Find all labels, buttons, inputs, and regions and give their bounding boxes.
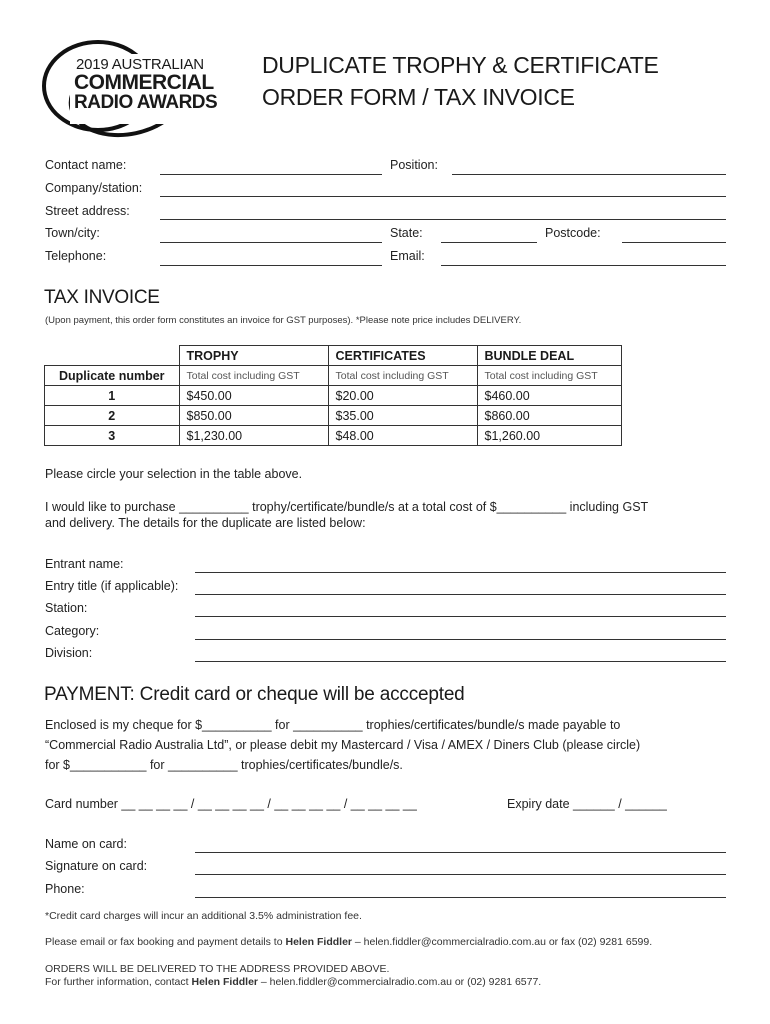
signature-label: Signature on card:	[45, 859, 148, 873]
page-title-line1: DUPLICATE TROPHY & CERTIFICATE	[262, 52, 659, 78]
telephone-field[interactable]	[160, 265, 382, 266]
town-field[interactable]	[160, 242, 382, 243]
company-label: Company/station:	[45, 181, 143, 195]
email-field[interactable]	[441, 265, 726, 266]
trophy-subheader: Total cost including GST	[179, 366, 328, 386]
division-field[interactable]	[195, 661, 726, 662]
gst-note: (Upon payment, this order form constitutes an invoice for GST purposes). *Please note price includes DELIVERY.	[45, 315, 522, 326]
email-instructions	[45, 936, 652, 948]
certificates-subheader: Total cost including GST	[328, 366, 477, 386]
col-trophy: TROPHY	[179, 346, 328, 366]
payment-line1: Enclosed is my cheque for $__________ for __________ trophies/certificates/bundle/s made payable to	[45, 718, 621, 732]
postcode-label: Postcode:	[545, 226, 601, 240]
tax-invoice-heading: TAX INVOICE	[44, 287, 160, 308]
certificate-price[interactable]: $35.00	[328, 406, 477, 426]
bundle-price[interactable]: $460.00	[477, 386, 622, 406]
contact-name-field[interactable]	[160, 174, 382, 175]
circle-instruction: Please circle your selection in the table above.	[45, 467, 303, 481]
signature-field[interactable]	[195, 874, 726, 875]
email-instructions-suffix: – helen.fiddler@commercialradio.com.au or fax (02) 9281 6599.	[352, 936, 653, 948]
contact-person-name-2: Helen Fiddler	[191, 976, 258, 988]
phone-field[interactable]	[195, 897, 726, 898]
col-certificates: CERTIFICATES	[328, 346, 477, 366]
surcharge-note: *Credit card charges will incur an additional 3.5% administration fee.	[45, 910, 362, 922]
state-label: State:	[390, 226, 423, 240]
duplicate-number: 1	[45, 386, 180, 406]
entry-title-label: Entry title (if applicable):	[45, 579, 179, 593]
delivery-note: ORDERS WILL BE DELIVERED TO THE ADDRESS PROVIDED ABOVE.	[45, 963, 390, 975]
contact-person-name: Helen Fiddler	[285, 936, 352, 948]
bundle-price[interactable]: $860.00	[477, 406, 622, 426]
division-label: Division:	[45, 646, 93, 660]
street-label: Street address:	[45, 204, 130, 218]
street-field[interactable]	[160, 219, 726, 220]
payment-line2: “Commercial Radio Australia Ltd”, or please debit my Mastercard / Visa / AMEX / Diners Club (please circle)	[45, 738, 641, 752]
table-row	[45, 406, 622, 426]
card-number-field[interactable]: Card number __ __ __ __ / __ __ __ __ / __ __ __ __ / __ __ __ __	[45, 797, 417, 811]
payment-line3: for $___________ for __________ trophies/certificates/bundle/s.	[45, 758, 403, 772]
telephone-label: Telephone:	[45, 249, 107, 263]
station-field[interactable]	[195, 616, 726, 617]
category-label: Category:	[45, 624, 100, 638]
town-label: Town/city:	[45, 226, 100, 240]
postcode-field[interactable]	[622, 242, 726, 243]
trophy-price[interactable]: $450.00	[179, 386, 328, 406]
state-field[interactable]	[441, 242, 537, 243]
trophy-price[interactable]: $850.00	[179, 406, 328, 426]
table-subheader-row	[45, 366, 622, 386]
position-field[interactable]	[452, 174, 726, 175]
table-row	[45, 426, 622, 446]
duplicate-number: 2	[45, 406, 180, 426]
col-bundle-deal: BUNDLE DEAL	[477, 346, 622, 366]
further-info-suffix: – helen.fiddler@commercialradio.com.au or (02) 9281 6577.	[258, 976, 542, 988]
category-field[interactable]	[195, 639, 726, 640]
logo-line-radio-awards: RADIO AWARDS	[74, 92, 218, 113]
contact-name-label: Contact name:	[45, 158, 127, 172]
duplicate-number: 3	[45, 426, 180, 446]
further-info	[45, 976, 541, 988]
entry-title-field[interactable]	[195, 594, 726, 595]
email-label: Email:	[390, 249, 425, 263]
bundle-price[interactable]: $1,260.00	[477, 426, 622, 446]
purchase-statement-line2: and delivery. The details for the duplicate are listed below:	[45, 516, 366, 530]
bundle-subheader: Total cost including GST	[477, 366, 622, 386]
page-title-line2: ORDER FORM / TAX INVOICE	[262, 84, 575, 110]
name-on-card-field[interactable]	[195, 852, 726, 853]
entrant-name-label: Entrant name:	[45, 557, 124, 571]
logo-year: 2019 AUSTRALIAN	[76, 56, 204, 73]
certificate-price[interactable]: $48.00	[328, 426, 477, 446]
station-label: Station:	[45, 601, 88, 615]
table-header-row	[45, 346, 622, 366]
email-instructions-prefix: Please email or fax booking and payment details to	[45, 936, 286, 948]
company-field[interactable]	[160, 196, 726, 197]
table-row	[45, 386, 622, 406]
phone-label: Phone:	[45, 882, 85, 896]
position-label: Position:	[390, 158, 438, 172]
expiry-date-field[interactable]: Expiry date ______ / ______	[507, 797, 667, 811]
further-info-prefix: For further information, contact	[45, 976, 192, 988]
entrant-name-field[interactable]	[195, 572, 726, 573]
payment-heading: PAYMENT: Credit card or cheque will be acccepted	[44, 684, 465, 705]
price-table	[44, 345, 622, 446]
purchase-statement-line1: I would like to purchase __________ trophy/certificate/bundle/s at a total cost of $__________ including GST	[45, 500, 649, 514]
certificate-price[interactable]: $20.00	[328, 386, 477, 406]
trophy-price[interactable]: $1,230.00	[179, 426, 328, 446]
awards-logo	[40, 40, 230, 140]
name-on-card-label: Name on card:	[45, 837, 127, 851]
logo-line-commercial: COMMERCIAL	[74, 71, 214, 94]
duplicate-number-header: Duplicate number	[45, 366, 180, 386]
